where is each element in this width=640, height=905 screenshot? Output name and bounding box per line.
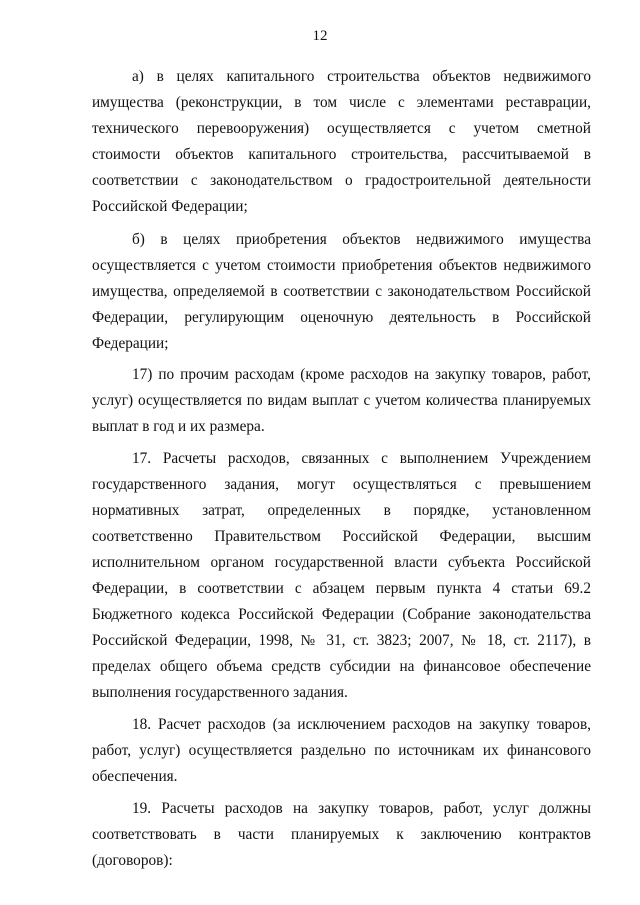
- paragraph-18-expense-calculation: 18. Расчет расходов (за исключением расходов на закупку товаров, работ, услуг) осуществляется раздельно по источникам их финансового обеспечения.: [92, 716, 591, 785]
- paragraph-a-capital-construction: а) в целях капитального строительства объектов недвижимого имущества (реконструкции, в том числе с элементами реставрации, технического перевооружения) осуществляется с учетом сметной стоимости объектов капитального строительства, рассчитываемой в соответствии с законодательством о градостроительной деятельности Российской Федерации;: [92, 68, 591, 215]
- paragraph-b-property-acquisition: б) в целях приобретения объектов недвижимого имущества осуществляется с учетом стоимости приобретения объектов недвижимого имущества, определяемой в соответствии с законодательством Российской Федерации, регулирующим оценочную деятельность в Российской Федерации;: [92, 231, 591, 352]
- page-number: 12: [312, 28, 328, 44]
- paragraph-19-procurement-expenses: 19. Расчеты расходов на закупку товаров, работ, услуг должны соответствовать в части планируемых к заключению контрактов (договоров):: [92, 800, 591, 869]
- document-body: [92, 64, 591, 874]
- paragraph-17-other-expenses: 17) по прочим расходам (кроме расходов на закупку товаров, работ, услуг) осуществляется по видам выплат с учетом количества планируемых выплат в год и их размера.: [92, 366, 591, 435]
- paragraph-17-state-assignment: 17. Расчеты расходов, связанных с выполнением Учреждением государственного задания, могут осуществляться с превышением нормативных затрат, определенных в порядке, установленном соответственно Правительством Российской Федерации, высшим исполнительном органом государственной власти субъекта Российской Федерации, в соответствии с абзацем первым пункта 4 статьи 69.2 Бюджетного кодекса Российской Федерации (Собрание законодательства Российской Федерации, 1998, № 31, ст. 3823; 2007, № 18, ст. 2117), в пределах общего объема средств субсидии на финансовое обеспечение выполнения государственного задания.: [92, 450, 591, 701]
